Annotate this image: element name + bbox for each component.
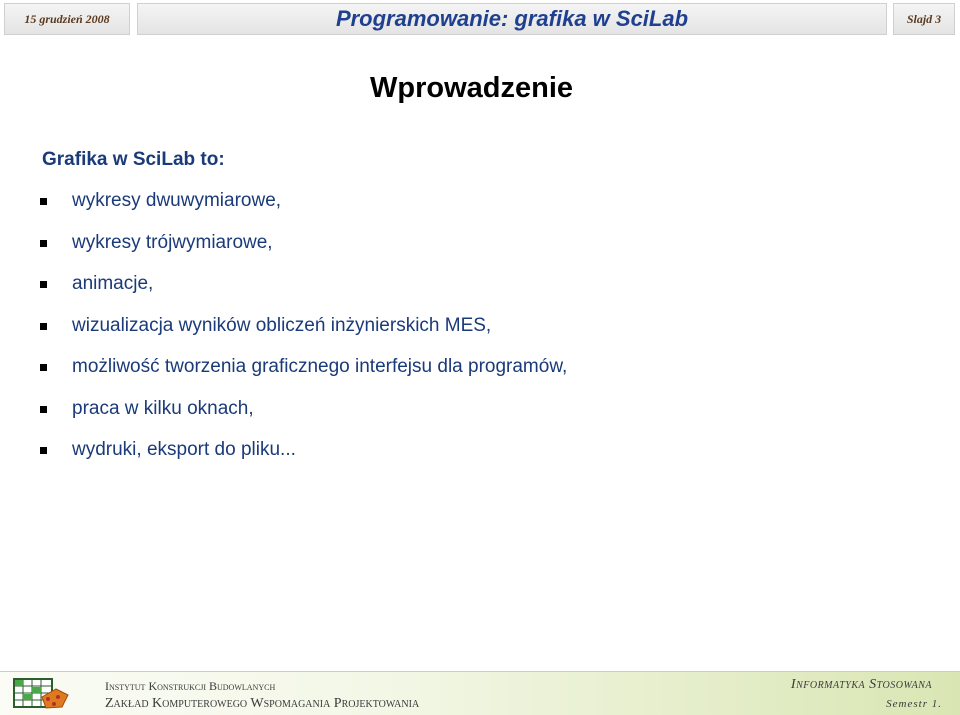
list-item [40,356,567,398]
list-item [40,439,567,481]
footer-institute: Instytut Konstrukcji Budowlanych [105,679,276,693]
list-item [40,232,567,274]
square-bullet-icon [40,364,47,371]
square-bullet-icon [40,198,47,205]
list-item [40,315,567,357]
bullet-list [40,190,567,481]
bullet-text: wykresy trójwymiarowe, [72,231,273,253]
header-slide-box [893,3,955,35]
slide-heading: Wprowadzenie [370,72,574,104]
header-date: 15 grudzień 2008 [24,11,110,26]
bullet-text: animacje, [72,273,154,294]
header-title-box [137,3,887,35]
bullet-text: wizualizacja wyników obliczeń inżynierskich MES, [72,314,492,336]
bullet-text: możliwość tworzenia graficznego interfejsu dla programów, [72,356,568,377]
list-item [40,273,567,315]
bullet-text: wykresy dwuwymiarowe, [72,190,282,211]
list-item [40,190,567,232]
square-bullet-icon [40,447,47,454]
header-date-box [4,3,130,35]
square-bullet-icon [40,240,47,247]
square-bullet-icon [40,281,47,288]
footer-semester: Semestr 1. [886,698,942,710]
footer-bar [0,671,960,715]
bullet-text: wydruki, eksport do pliku... [72,439,296,460]
presentation-title: Programowanie: grafika w SciLab [335,6,689,31]
square-bullet-icon [40,406,47,413]
footer-course: Informatyka Stosowana [790,677,932,692]
intro-text: Grafika w SciLab to: [42,149,225,170]
institute-logo-icon [12,677,70,711]
square-bullet-icon [40,323,47,330]
bullet-text: praca w kilku oknach, [72,397,254,419]
slide-number: Slajd 3 [906,11,942,26]
footer-department: Zakład Komputerowego Wspomagania Projektowania [105,696,420,711]
list-item [40,398,567,440]
